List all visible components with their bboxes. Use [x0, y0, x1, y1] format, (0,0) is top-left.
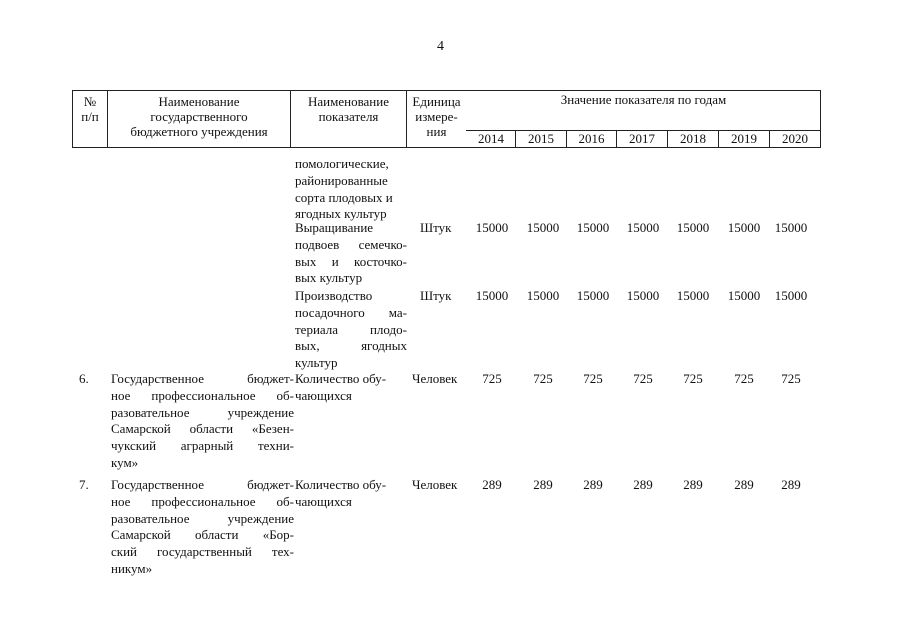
header-year: 2019: [731, 131, 757, 146]
year-value: 289: [583, 477, 603, 492]
indicator-line: районированные: [295, 172, 388, 188]
institution-line: Государственное бюджет-: [111, 477, 294, 492]
institution-line: кум»: [111, 455, 139, 470]
unit-value: Штук: [420, 220, 452, 235]
table-rule-horizontal: [72, 90, 821, 91]
year-value: 289: [533, 477, 553, 492]
institution-line: ский государственный тех-: [111, 544, 294, 560]
year-value: 15000: [676, 288, 710, 303]
year-value: 289: [482, 477, 502, 492]
year-value: 15000: [475, 220, 509, 235]
row-number: 7.: [79, 477, 89, 492]
year-value: 289: [734, 477, 754, 492]
header-year: 2014: [478, 131, 504, 146]
indicator-line: вых культур: [295, 270, 363, 286]
year-value: 725: [533, 371, 553, 386]
year-value: 289: [633, 477, 653, 492]
table-rule-vertical: [820, 90, 821, 147]
year-value: 15000: [475, 288, 509, 303]
year-value: 725: [683, 371, 703, 386]
institution-line: никум»: [111, 561, 153, 576]
unit-value: Человек: [412, 371, 458, 386]
header-indicator: Наименование показателя: [308, 94, 389, 124]
year-value: 15000: [526, 288, 560, 303]
year-value: 15000: [774, 288, 808, 303]
indicator-line: Производство: [295, 288, 373, 303]
header-year: 2020: [782, 131, 808, 146]
institution-line: ное профессиональное об-: [111, 493, 294, 509]
header-values: Значение показателя по годам: [560, 92, 727, 107]
year-value: 15000: [576, 288, 610, 303]
year-value: 15000: [727, 220, 761, 235]
institution-line: ное профессиональное об-: [111, 387, 294, 403]
year-value: 15000: [774, 220, 808, 235]
header-year: 2018: [680, 131, 706, 146]
indicator-line: сорта плодовых и: [295, 189, 393, 205]
indicator-line: культур: [295, 355, 338, 371]
year-value: 725: [633, 371, 653, 386]
indicator-line: чающихся: [295, 493, 352, 509]
year-value: 289: [781, 477, 801, 492]
institution-line: разовательное учреждение: [111, 404, 294, 420]
page-number: 4: [437, 39, 444, 54]
year-value: 725: [583, 371, 603, 386]
year-value: 289: [683, 477, 703, 492]
header-year: 2016: [578, 131, 605, 146]
indicator-line: вых, ягодных: [295, 338, 407, 354]
header-institution: Наименование государственного бюджетного учреждения: [130, 94, 268, 139]
header-year: 2017: [629, 131, 655, 146]
year-value: 725: [734, 371, 754, 386]
indicator-line: териала плодо-: [295, 321, 407, 337]
year-value: 15000: [626, 220, 660, 235]
institution-line: Самарской области «Бор-: [111, 527, 294, 543]
indicator-line: чающихся: [295, 387, 352, 403]
institution-line: разовательное учреждение: [111, 510, 294, 526]
year-value: 15000: [676, 220, 710, 235]
header-year: 2015: [528, 131, 554, 146]
indicator-line: Количество обу-: [295, 477, 387, 492]
unit-value: Штук: [420, 288, 452, 303]
year-value: 15000: [526, 220, 560, 235]
table-rule-horizontal: [72, 147, 821, 148]
indicator-line: Выращивание: [295, 220, 374, 235]
year-value: 15000: [626, 288, 660, 303]
year-value: 15000: [576, 220, 610, 235]
unit-value: Человек: [412, 477, 458, 492]
indicator-line: посадочного ма-: [295, 304, 407, 320]
institution-line: Государственное бюджет-: [111, 371, 294, 386]
indicator-line: Количество обу-: [295, 371, 387, 386]
institution-line: Самарской области «Безен-: [111, 421, 294, 437]
row-number: 6.: [79, 371, 89, 386]
indicator-line: помологические,: [295, 156, 389, 171]
year-value: 725: [781, 371, 801, 386]
institution-line: чукский аграрный техни-: [111, 438, 294, 454]
indicator-line: подвоев семечко-: [295, 236, 407, 252]
header-unit: Единица измере- ния: [412, 94, 461, 139]
indicator-line: вых и косточко-: [295, 253, 407, 269]
year-value: 15000: [727, 288, 761, 303]
year-value: 725: [482, 371, 502, 386]
indicator-line: ягодных культур: [295, 206, 387, 222]
header-number: № п/п: [81, 94, 99, 124]
